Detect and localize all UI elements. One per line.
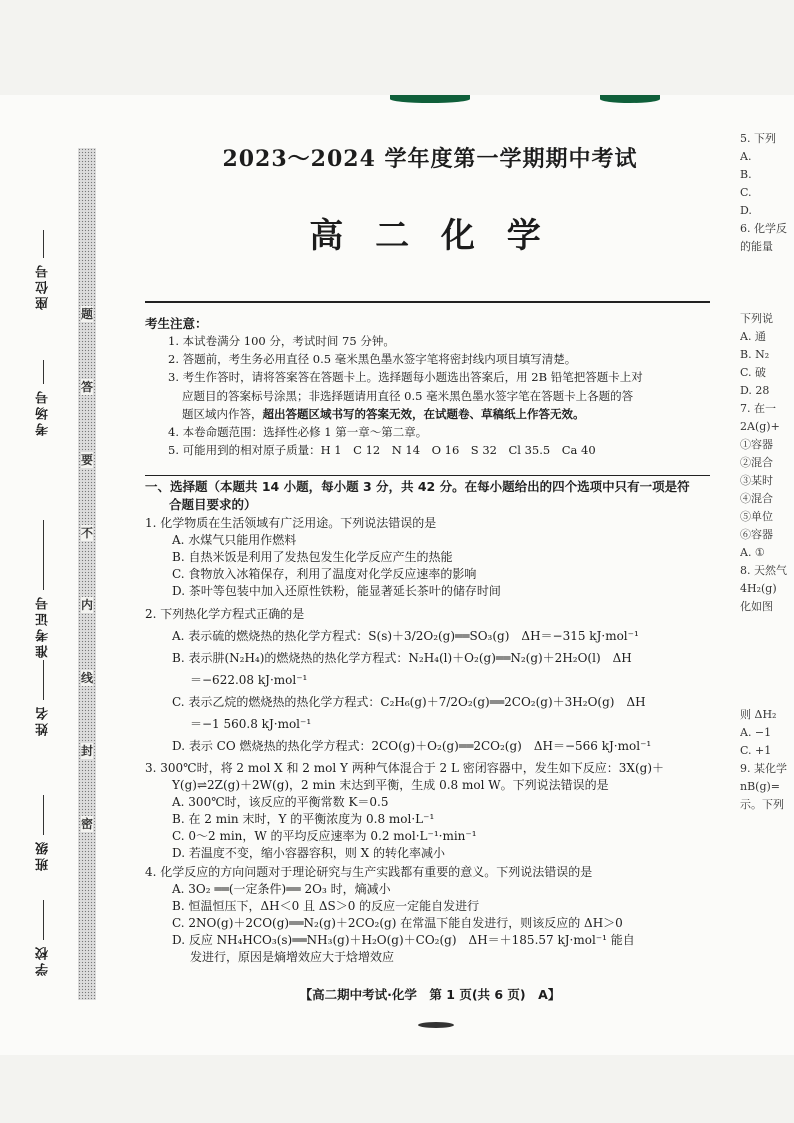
adjacent-page-line: 则 ΔH₂ [740,708,777,721]
binding-char: 封 [80,743,93,758]
binding-text [78,148,96,1000]
question-2 [145,603,720,757]
name-label: 姓名 [35,704,51,736]
page-footer: 【高二期中考试·化学 第 1 页(共 6 页) A】 [299,987,561,1002]
scan-mark-bottom [418,1022,454,1028]
adjacent-page-line: C. [740,186,752,199]
adjacent-page-line: B. N₂ [740,348,770,361]
notice-heading: 考生注意： [145,316,208,331]
adjacent-page-line [740,616,794,634]
option-b-cont: ＝−622.08 kJ·mol⁻¹ [190,673,308,687]
option-b: B. 表示肼(N₂H₄)的燃烧热的热化学方程式：N₂H₄(l)＋O₂(g)══N₂(g)＋2H₂O(l) ΔH [172,651,632,665]
notice-list [168,332,713,459]
adjacent-page-line: A. −1 [740,726,772,739]
side-field-room [28,360,58,436]
divider [145,475,710,476]
side-line [43,360,44,384]
adjacent-page-line: ③某时 [740,474,773,487]
adjacent-page-line: A. ① [740,546,765,559]
binding-char: 线 [80,671,93,686]
question-4 [145,864,720,966]
adjacent-page-line: 下列说 [740,312,773,325]
question-3 [145,760,720,862]
school-label: 学校 [35,944,51,976]
admission-label: 准考证号 [35,594,51,658]
subject-title: 高 二 化 学 [309,216,551,256]
option-c-cont: ＝−1 560.8 kJ·mol⁻¹ [190,717,312,731]
section-line: 一、选择题（本题共 14 小题，每小题 3 分，共 42 分。在每小题给出的四个选项中只有一项是符 [145,479,690,494]
adjacent-page-line: ⑤单位 [740,510,773,523]
side-field-seat [28,230,58,310]
adjacent-page-line: D. 28 [740,384,770,397]
section-heading [145,478,715,514]
adjacent-page-line [740,274,794,292]
question-stem: 1. 化学物质在生活领域有广泛用途。下列说法错误的是 [145,516,437,530]
option-b: B. 自热米饭是利用了发热包发生化学反应产生的热能 [172,550,453,564]
question-stem-cont: Y(g)⇌2Z(g)＋2W(g)，2 min 末达到平衡，生成 0.8 mol W。下列说法错误的是 [172,778,609,792]
adjacent-page-line: C. +1 [740,744,772,757]
side-field-name [28,660,58,736]
adjacent-page-line: 8. 天然气 [740,564,787,577]
side-line [43,520,44,590]
notice-item: 应题目的答案标号涂黑；非选择题请用直径 0.5 毫米黑色墨水签字笔在答题卡上各题的答 [182,388,634,403]
class-label: 班级 [35,839,51,871]
side-field-class [28,795,58,871]
adjacent-page-line [740,256,794,274]
notice-item: 1. 本试卷满分 100 分，考试时间 75 分钟。 [168,334,395,348]
notice-item: 3. 考生作答时，请将答案答在答题卡上。选择题每小题选出答案后，用 2B 铅笔把答题卡上对 [168,370,643,385]
adjacent-page-line: 7. 在一 [740,402,776,415]
option-c: C. 2NO(g)＋2CO(g)══N₂(g)＋2CO₂(g) 在常温下能自发进行，则该反应的 ΔH＞0 [172,916,623,930]
seat-label: 座位号 [35,262,51,310]
scan-mark-left [390,95,470,103]
side-line [43,900,44,940]
side-field-school [28,900,58,976]
option-a: A. 300℃时，该反应的平衡常数 K＝0.5 [172,795,389,809]
adjacent-page-line: B. [740,168,752,181]
side-line [43,230,44,258]
option-d: D. 表示 CO 燃烧热的热化学方程式：2CO(g)＋O₂(g)══2CO₂(g) ΔH＝−566 kJ·mol⁻¹ [172,739,652,753]
option-d-cont: 发进行，原因是熵增效应大于焓增效应 [190,950,395,964]
question-1 [145,515,720,600]
adjacent-page-line [740,634,794,652]
divider [145,301,710,303]
adjacent-page-line: 5. 下列 [740,132,776,145]
adjacent-page-line: ④混合 [740,492,773,505]
exam-title: 2023～2024 学年度第一学期期中考试 [222,146,638,172]
adjacent-page-line: C. 破 [740,366,767,379]
side-line [43,660,44,700]
room-label: 考场号 [35,388,51,436]
binding-char: 密 [80,816,93,831]
option-c: C. 表示乙烷的燃烧热的热化学方程式：C₂H₆(g)＋7/2O₂(g)══2CO₂(g)＋3H₂O(g) ΔH [172,695,646,709]
adjacent-page-line [740,292,794,310]
adjacent-page-line: 6. 化学反 [740,222,787,235]
adjacent-page-line [740,652,794,670]
option-c: C. 0～2 min，W 的平均反应速率为 0.2 mol·L⁻¹·min⁻¹ [172,829,477,843]
option-b: B. 在 2 min 末时，Y 的平衡浓度为 0.8 mol·L⁻¹ [172,812,435,826]
scan-mark-right [600,95,660,103]
notice-item: 4. 本卷命题范围：选择性必修 1 第一章～第二章。 [168,425,428,440]
binding-char: 内 [80,598,93,613]
adjacent-page-line: 示。下列 [740,798,784,811]
adjacent-page-line: D. [740,204,752,217]
side-line [43,795,44,835]
binding-char: 题 [80,307,93,322]
adjacent-page-line: 9. 某化学 [740,762,787,775]
adjacent-page-line: ①容器 [740,438,773,451]
adjacent-page-line: 2A(g)+ [740,420,780,433]
option-b: B. 恒温恒压下，ΔH＜0 且 ΔS＞0 的反应一定能自发进行 [172,899,480,913]
notice-emphasis: 超出答题区域书写的答案无效，在试题卷、草稿纸上作答无效。 [262,406,585,421]
option-a: A. 3O₂ ══(一定条件)══ 2O₃ 时，熵减小 [172,882,391,896]
option-d: D. 若温度不变，缩小容器容积，则 X 的转化率减小 [172,846,445,860]
adjacent-page-line: 化如图 [740,600,773,613]
binding-char: 要 [80,452,93,467]
adjacent-page-line: ②混合 [740,456,773,469]
notice-item: 2. 答题前，考生务必用直径 0.5 毫米黑色墨水签字笔将密封线内项目填写清楚。 [168,352,577,367]
binding-char: 不 [80,525,93,540]
binding-char: 答 [80,380,93,395]
option-a: A. 表示硫的燃烧热的热化学方程式：S(s)＋3/2O₂(g)══SO₃(g) ΔH＝−315 kJ·mol⁻¹ [172,629,639,643]
side-field-admission [28,520,58,658]
adjacent-page-strip [740,130,794,830]
notice-text: 题区域内作答， [182,406,263,421]
adjacent-page-line: A. [740,150,752,163]
notice-item: 5. 可能用到的相对原子质量：H 1 C 12 N 14 O 16 S 32 Cl 35.5 Ca 40 [168,443,596,458]
option-d: D. 反应 NH₄HCO₃(s)══NH₃(g)＋H₂O(g)＋CO₂(g) ΔH＝＋185.57 kJ·mol⁻¹ 能自 [172,933,635,947]
option-a: A. 水煤气只能用作燃料 [172,533,297,547]
option-d: D. 茶叶等包装中加入还原性铁粉，能显著延长茶叶的储存时间 [172,584,501,598]
notice-item [168,405,713,423]
adjacent-page-line: 4H₂(g) [740,582,777,595]
adjacent-page-line: A. 通 [740,330,766,343]
adjacent-page-line: ⑥容器 [740,528,773,541]
question-stem: 3. 300℃时，将 2 mol X 和 2 mol Y 两种气体混合于 2 L 密闭容器中，发生如下反应：3X(g)＋ [145,761,664,775]
adjacent-page-line: nB(g)= [740,780,781,793]
option-c: C. 食物放入冰箱保存，利用了温度对化学反应速率的影响 [172,567,477,581]
question-stem: 4. 化学反应的方向问题对于理论研究与生产实践都有重要的意义。下列说法错误的是 [145,865,593,879]
adjacent-page-line [740,688,794,706]
adjacent-page-line: 的能量 [740,240,773,253]
question-stem: 2. 下列热化学方程式正确的是 [145,607,305,621]
adjacent-page-line [740,670,794,688]
section-line: 合题目要求的） [169,497,257,512]
